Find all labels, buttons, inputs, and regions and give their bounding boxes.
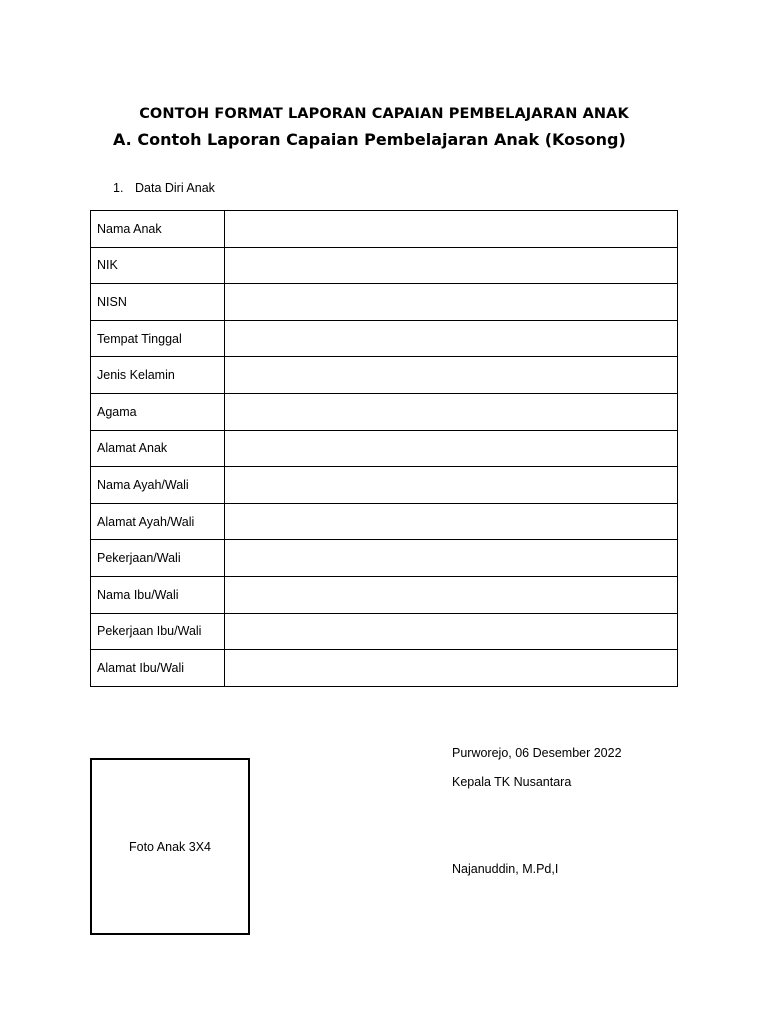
- table-row-label: NISN: [91, 284, 225, 321]
- table-row-label: Jenis Kelamin: [91, 357, 225, 394]
- table-row: [91, 430, 678, 467]
- photo-box: [90, 758, 250, 935]
- table-row-value: [225, 320, 678, 357]
- table-row-value: [225, 430, 678, 467]
- list-item-number: 1.: [113, 181, 124, 195]
- table-row: [91, 393, 678, 430]
- table-row-value: [225, 540, 678, 577]
- table-row: [91, 284, 678, 321]
- table-row: [91, 576, 678, 613]
- table-row-value: [225, 211, 678, 248]
- section-heading: A. Contoh Laporan Capaian Pembelajaran Anak (Kosong): [113, 130, 626, 149]
- list-item-label: Data Diri Anak: [135, 181, 215, 195]
- table-row-value: [225, 467, 678, 504]
- child-data-table: [90, 210, 678, 687]
- table-row-value: [225, 284, 678, 321]
- table-row-label: Alamat Anak: [91, 430, 225, 467]
- signature-position: Kepala TK Nusantara: [452, 775, 572, 789]
- table-row-label: Agama: [91, 393, 225, 430]
- table-row: [91, 211, 678, 248]
- table-row-value: [225, 393, 678, 430]
- table-row-value: [225, 576, 678, 613]
- table-row-value: [225, 503, 678, 540]
- table-row-label: Tempat Tinggal: [91, 320, 225, 357]
- table-row: [91, 650, 678, 687]
- table-row-value: [225, 357, 678, 394]
- table-row: [91, 247, 678, 284]
- signature-name: Najanuddin, M.Pd,I: [452, 862, 559, 876]
- document-title: CONTOH FORMAT LAPORAN CAPAIAN PEMBELAJARAN ANAK: [139, 106, 629, 122]
- table-row-label: Nama Ayah/Wali: [91, 467, 225, 504]
- table-row-value: [225, 613, 678, 650]
- table-row-label: Pekerjaan/Wali: [91, 540, 225, 577]
- table-row-label: Alamat Ibu/Wali: [91, 650, 225, 687]
- table-row: [91, 503, 678, 540]
- table-row: [91, 540, 678, 577]
- signature-place-date: Purworejo, 06 Desember 2022: [452, 746, 622, 760]
- table-row-label: Nama Ibu/Wali: [91, 576, 225, 613]
- photo-label: Foto Anak 3X4: [128, 839, 211, 854]
- table-row: [91, 357, 678, 394]
- table-row-label: NIK: [91, 247, 225, 284]
- list-item: [113, 181, 215, 195]
- table-row-label: Alamat Ayah/Wali: [91, 503, 225, 540]
- table-row: [91, 613, 678, 650]
- table-row-value: [225, 247, 678, 284]
- table-row: [91, 467, 678, 504]
- table-row-value: [225, 650, 678, 687]
- table-row-label: Nama Anak: [91, 211, 225, 248]
- table-row-label: Pekerjaan Ibu/Wali: [91, 613, 225, 650]
- table-row: [91, 320, 678, 357]
